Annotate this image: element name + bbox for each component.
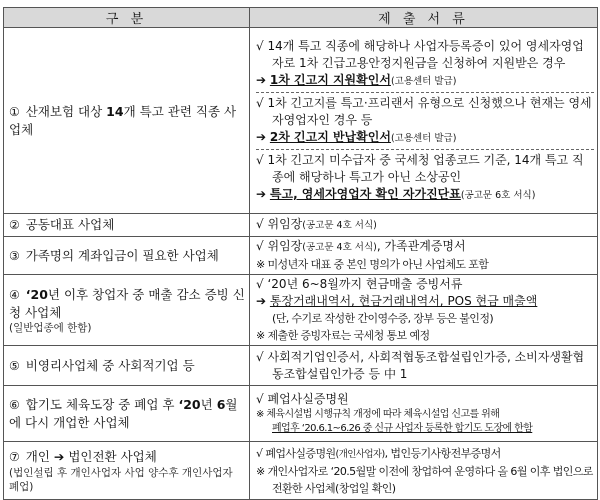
row-documents — [250, 28, 598, 214]
row-category: ① 산재보험 대상 14개 특고 관련 직종 사업체 — [4, 28, 250, 214]
row-documents: √ 폐업사실증명원 ※ 체육시설법 시행규칙 개정에 따라 체육시설업 신고를 위해 폐업후 ‘20.6.1~6.26 중 신규 사업자 등록한 합기도 도장에 한함 — [250, 386, 598, 442]
row-documents: √ 폐업사실증명원(개인사업자), 법인등기사항전부증명서 ※ 개인사업자로 ‘20.5월말 이전에 창업하여 운영하다 올 6월 이후 법인으로 전환한 사업체(창업일 확인) — [250, 442, 598, 500]
row-documents: √ ‘20년 6~8월까지 현금매출 증빙서류 ➔ 통장거래내역서, 현금거래내역서, POS 현금 매출액 (단, 수기로 작성한 간이영수증, 장부 등은 불인정) ※ 제출한 증빙자료는 국세청 통보 예정 — [250, 275, 598, 346]
row-documents: √ 사회적기업인증서, 사회적협동조합설립인가증, 소비자생활협동조합설립인가증 등 中 1 — [250, 346, 598, 386]
table-row — [4, 28, 598, 214]
document-subitem: √ 1차 긴고지를 특고·프리랜서 유형으로 신청했으나 현재는 영세자영업자인 경우 등 ➔ 2차 긴고지 반납확인서(고용센터 발급) — [256, 92, 594, 149]
arrow-icon: ➔ — [256, 129, 267, 144]
document-subitem: √ 1차 긴고지 미수급자 중 국세청 업종코드 기준, 14개 특고 직종에 해당하나 특고가 아닌 소상공인 ➔ 특고, 영세자영업자 확인 자가진단표(공고문 6호 서식) — [256, 149, 594, 206]
row-category: ④ ‘20년 이후 창업자 중 매출 감소 증빙 신청 사업체 (일반업종에 한함) — [4, 275, 250, 346]
row-category: ② 공동대표 사업체 — [4, 214, 250, 237]
row-documents: √ 위임장(공고문 4호 서식), 가족관계증명서 ※ 미성년자 대표 중 본인 명의가 아닌 사업체도 포함 — [250, 237, 598, 275]
table-row — [4, 346, 598, 386]
row-category: ⑥ 합기도 체육도장 중 폐업 후 ‘20년 6월에 다시 개업한 사업체 — [4, 386, 250, 442]
arrow-icon: ➔ — [256, 186, 267, 201]
cropped-title-strip — [0, 0, 600, 6]
table-row — [4, 442, 598, 500]
row-category: ⑦ 개인 ➔ 법인전환 사업체 (법인설립 후 개인사업자 사업 양수후 개인사업자 폐업) — [4, 442, 250, 500]
header-category: 구 분 — [4, 8, 250, 28]
arrow-icon: ➔ — [256, 72, 267, 87]
table-header-row — [4, 8, 598, 28]
table-row — [4, 386, 598, 442]
row-category: ⑤ 비영리사업체 중 사회적기업 등 — [4, 346, 250, 386]
header-documents: 제 출 서 류 — [250, 8, 598, 28]
row-category: ③ 가족명의 계좌입금이 필요한 사업체 — [4, 237, 250, 275]
row-documents: √ 위임장(공고문 4호 서식) — [250, 214, 598, 237]
table-row — [4, 237, 598, 275]
arrow-icon: ➔ — [256, 294, 267, 308]
table-row — [4, 275, 598, 346]
document-subitem: √ 14개 특고 직종에 해당하나 사업자등록증이 있어 영세자영업자로 1차 긴급고용안정지원금을 신청하여 지원받은 경우 ➔ 1차 긴고지 지원확인서(고용센터 발급) — [256, 38, 584, 87]
required-documents-table — [3, 7, 598, 500]
table-row — [4, 214, 598, 237]
